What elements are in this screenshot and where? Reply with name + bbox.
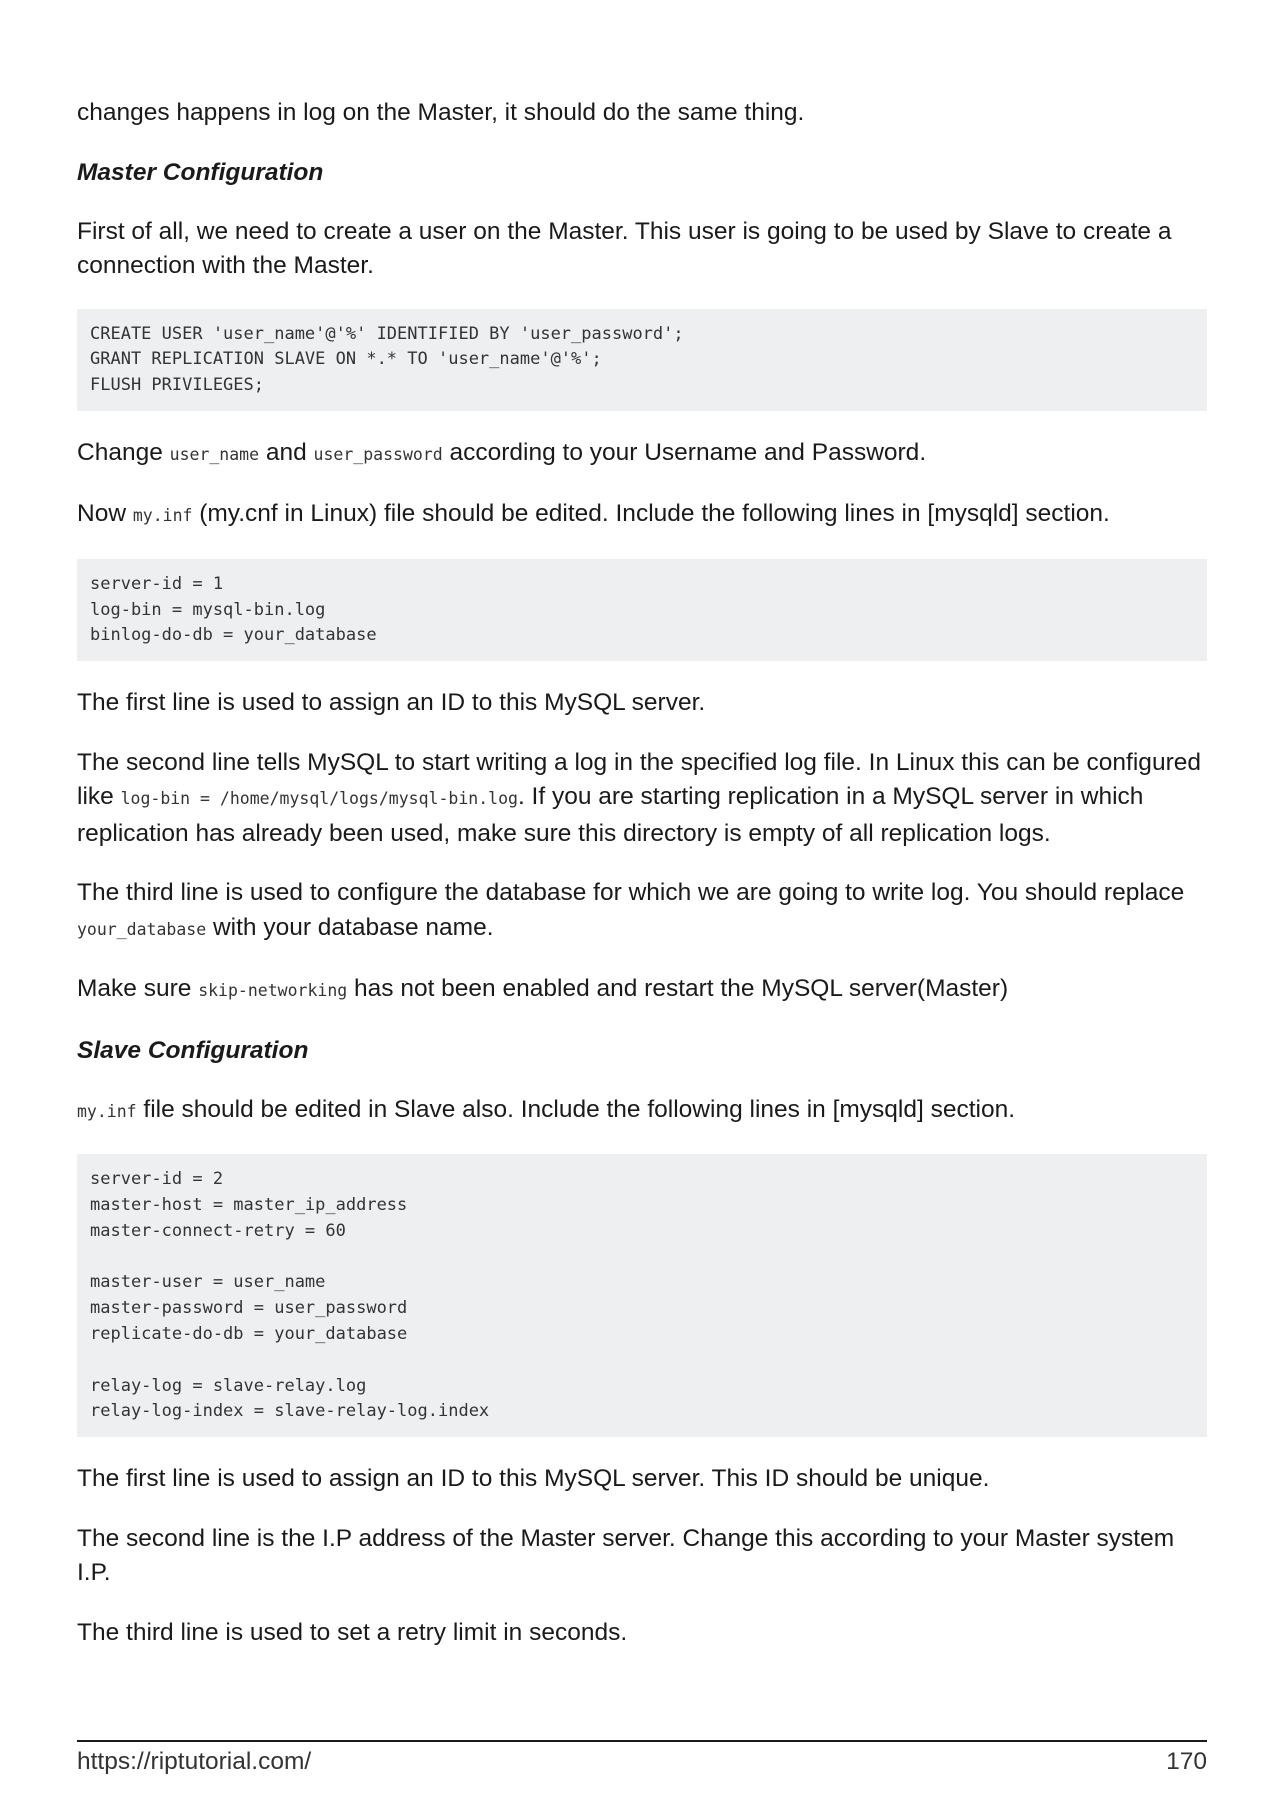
text-span: (my.cnf in Linux) file should be edited. Include the following lines in [mysqld] section.	[192, 500, 1110, 528]
paragraph-slave-second-line: The second line is the I.P address of the Master server. Change this according to your Master system I.P.	[77, 1524, 1175, 1587]
footer-url: https://riptutorial.com/	[77, 1748, 312, 1775]
paragraph-second-line	[77, 746, 1207, 852]
paragraph-slave-my-inf	[77, 1093, 1207, 1130]
text-span: with your database name.	[206, 913, 494, 941]
text-span: Make sure	[77, 975, 199, 1003]
code-block-slave-config: server-id = 2 master-host = master_ip_address master-connect-retry = 60 master-user = user_name master-password = user_password replicate-do-db = your_database relay-log = slave-relay.log relay-log-index = slave-relay-log.index	[77, 1154, 1207, 1437]
paragraph-create-user-intro: First of all, we need to create a user on the Master. This user is going to be used by Slave to create a connection with the Master.	[77, 217, 1172, 279]
text-span: The second line tells MySQL to start writing a log in the specified log file. In Linux this can be configured like	[77, 748, 1201, 811]
inline-code-skip-networking: skip-networking	[198, 981, 348, 1001]
text-span: . If you are starting replication in a MySQL server in which replication has already been used, make sure this directory is empty of all replication logs.	[77, 783, 1144, 847]
paragraph-edit-my-inf	[77, 497, 1207, 534]
text-span: and	[259, 438, 314, 466]
footer-divider	[77, 1740, 1207, 1742]
heading-master-configuration: Master Configuration	[77, 158, 324, 186]
inline-code-my-inf: my.inf	[132, 506, 193, 526]
code-block-master-config: server-id = 1 log-bin = mysql-bin.log binlog-do-db = your_database	[77, 559, 1207, 661]
paragraph-skip-networking	[77, 972, 1207, 1009]
text-span: Change	[77, 438, 170, 466]
inline-code-log-bin-path: log-bin = /home/mysql/logs/mysql-bin.log	[120, 789, 518, 809]
paragraph-change-credentials	[77, 436, 1207, 473]
text-span: The third line is used to configure the database for which we are going to write log. You should replace	[77, 879, 1185, 907]
inline-code-user-password: user_password	[313, 444, 443, 464]
paragraph-continuation: changes happens in log on the Master, it should do the same thing.	[77, 99, 805, 126]
page-content	[77, 96, 1207, 1650]
inline-code-my-inf: my.inf	[77, 1101, 137, 1121]
code-block-create-user: CREATE USER 'user_name'@'%' IDENTIFIED BY 'user_password'; GRANT REPLICATION SLAVE ON *.* TO 'user_name'@'%'; FLUSH PRIVILEGES;	[77, 309, 1207, 411]
paragraph-third-line	[77, 876, 1207, 947]
text-span: Now	[77, 500, 133, 528]
text-span: file should be edited in Slave also. Include the following lines in [mysqld] section.	[136, 1095, 1016, 1123]
inline-code-your-database: your_database	[77, 919, 207, 939]
inline-code-user-name: user_name	[169, 444, 260, 464]
paragraph-slave-first-line: The first line is used to assign an ID to this MySQL server. This ID should be unique.	[77, 1465, 990, 1493]
heading-slave-configuration: Slave Configuration	[77, 1036, 309, 1064]
page-number: 170	[1166, 1748, 1207, 1775]
text-span: according to your Username and Password.	[442, 438, 927, 466]
paragraph-first-line: The first line is used to assign an ID to this MySQL server.	[77, 689, 706, 717]
text-span: has not been enabled and restart the MySQL server(Master)	[347, 975, 1009, 1003]
paragraph-slave-third-line: The third line is used to set a retry limit in seconds.	[77, 1618, 628, 1646]
